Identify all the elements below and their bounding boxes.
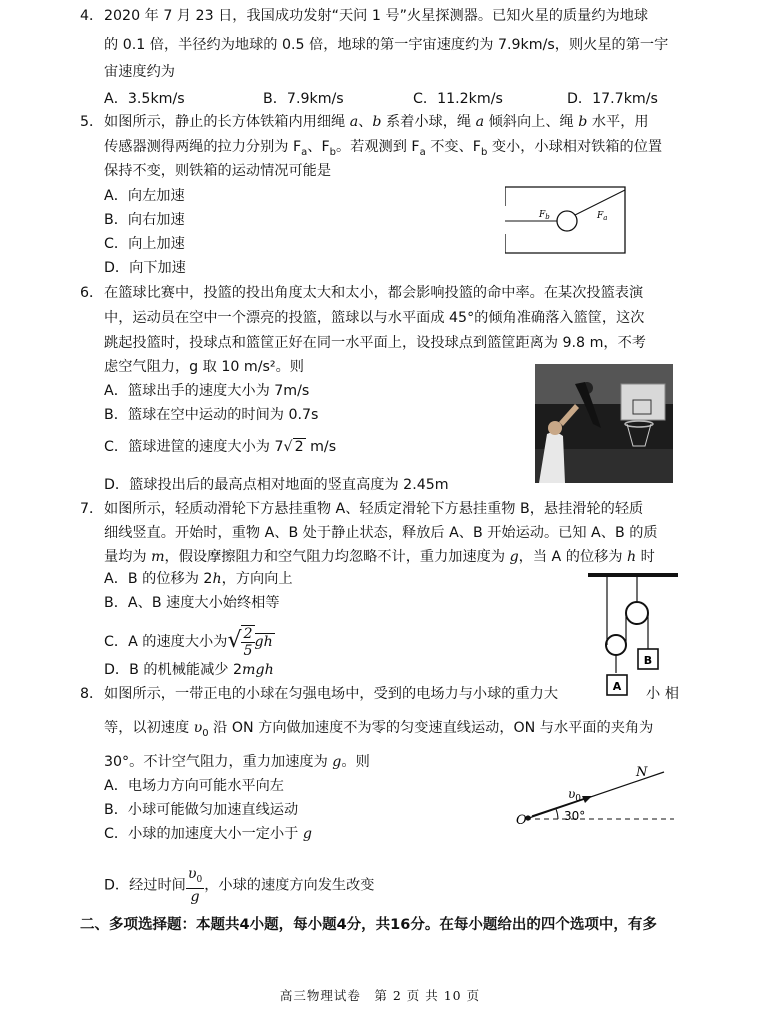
q4-option-d: D．17.7km/s [567, 91, 658, 107]
q5-option-a: A．向左加速 [104, 188, 185, 204]
q6-stem-line2: 中，运动员在空中一个漂亮的投篮，篮球以与水平面成 45°的倾角准确落入篮筐，这次 [104, 310, 645, 326]
q7-option-b: B．A、B 速度大小始终相等 [104, 595, 280, 611]
q5-option-b: B．向右加速 [104, 212, 185, 228]
q5-option-d: D．向下加速 [104, 260, 186, 276]
q5-fig-fb-label: $F_b$ [539, 210, 550, 221]
q6-option-d: D．篮球投出后的最高点相对地面的竖直高度为 2.45m [104, 477, 449, 493]
q6-stem-line3: 跳起投篮时，投球点和篮筐正好在同一水平面上，设投球点到篮筐距离为 9.8 m，不考 [104, 335, 646, 351]
q7-option-c: C．A 的速度大小为√ $\frac{2}{5}$ gh [104, 626, 273, 659]
page-footer: 高三物理试卷 第 2 页 共 10 页 [279, 988, 481, 1003]
q8-option-b: B．小球可能做匀加速直线运动 [104, 802, 299, 818]
q6-basketball-photo [535, 364, 673, 483]
q5-fig-fa-label: $F_a$ [597, 211, 608, 222]
q8-stem-line1-end: 小 相 [646, 686, 679, 702]
q8-stem-line1: 如图所示，一带正电的小球在匀强电场中，受到的电场力与小球的重力大 [104, 686, 559, 702]
q5-stem-line3: 保持不变，则铁箱的运动情况可能是 [104, 163, 332, 179]
q5-number: 5． [80, 114, 104, 130]
q7-stem-line2: 细线竖直。开始时，重物 A、B 处于静止状态，释放后 A、B 开始运动。已知 A、B 的质 [104, 525, 658, 541]
q7-option-a: A．B 的位移为 2h，方向向上 [104, 571, 293, 587]
q5-option-c: C．向上加速 [104, 236, 185, 252]
q7-stem-line3: 量均为 m，假设摩擦阻力和空气阻力均忽略不计，重力加速度为 g，当 A 的位移为 h 时 [104, 549, 655, 565]
q8-fig-v0-label: $\upsilon_0$ [568, 787, 582, 804]
q4-option-c: C．11.2km/s [413, 91, 503, 107]
q8-option-c: C．小球的加速度大小一定小于 g [104, 826, 312, 842]
q4-option-b: B．7.9km/s [263, 91, 344, 107]
q4-number: 4． [80, 8, 104, 24]
q6-number: 6． [80, 285, 104, 301]
q6-stem-line1: 在篮球比赛中，投篮的投出角度太大和太小，都会影响投篮的命中率。在某次投篮表演 [104, 285, 644, 301]
q8-stem-line2: 等，以初速度 $\upsilon_0$ 沿 ON 方向做加速度不为零的匀变速直线运动，ON 与水平面的夹角为 [104, 720, 654, 739]
section-2-heading: 二、多项选择题：本题共4小题，每小题4分，共16分。在每小题给出的四个选项中，有多 [80, 917, 657, 933]
q7-pulley-figure [588, 571, 678, 701]
q4-stem-line2: 的 0.1 倍，半径约为地球的 0.5 倍，地球的第一宇宙速度约为 7.9km/s，则火星的第一宇 [104, 37, 669, 53]
q8-incline-figure [512, 760, 682, 832]
q7-fig-b-label: B [643, 654, 653, 667]
q7-fig-a-label: A [612, 680, 622, 693]
q6-option-b: B．篮球在空中运动的时间为 0.7s [104, 407, 319, 423]
q6-option-c: C．篮球进筐的速度大小为 7√ 2 m/s [104, 439, 337, 455]
q8-fig-angle-label: 30° [564, 809, 586, 823]
q5-stem-line1: 如图所示，静止的长方体铁箱内用细绳 a、b 系着小球，绳 a 倾斜向上、绳 b 水平，用 [104, 114, 649, 130]
q7-number: 7． [80, 501, 104, 517]
q8-option-d: D．经过时间 $\frac{\upsilon_0}{g}$ ，小球的速度方向发生改变 [104, 866, 375, 905]
q8-option-a: A．电场力方向可能水平向左 [104, 778, 284, 794]
q6-stem-line4: 虑空气阻力，g 取 10 m/s²。则 [104, 359, 304, 375]
q7-stem-line1: 如图所示，轻质动滑轮下方悬挂重物 A、轻质定滑轮下方悬挂重物 B，悬挂滑轮的轻质 [104, 501, 644, 517]
q8-fig-o-label: O [516, 813, 527, 828]
q4-stem-line3: 宙速度约为 [104, 64, 175, 80]
q4-option-a: A．3.5km/s [104, 91, 185, 107]
q8-fig-n-label: N [636, 765, 648, 780]
q8-number: 8． [80, 686, 104, 702]
q8-stem-line3: 30°。不计空气阻力，重力加速度为 g。则 [104, 754, 370, 770]
q4-stem-line1: 2020 年 7 月 23 日，我国成功发射“天问 1 号”火星探测器。已知火星的质量约为地球 [104, 8, 649, 24]
q7-option-d: D．B 的机械能减少 2mgh [104, 662, 274, 678]
q6-option-a: A．篮球出手的速度大小为 7m/s [104, 383, 310, 399]
q5-iron-box-figure [505, 186, 627, 254]
q5-stem-line2: 传感器测得两绳的拉力分别为 $F_a$、$F_b$。若观测到 $F_a$ 不变、$F_b$ 变小，小球相对铁箱的位置 [104, 139, 663, 158]
